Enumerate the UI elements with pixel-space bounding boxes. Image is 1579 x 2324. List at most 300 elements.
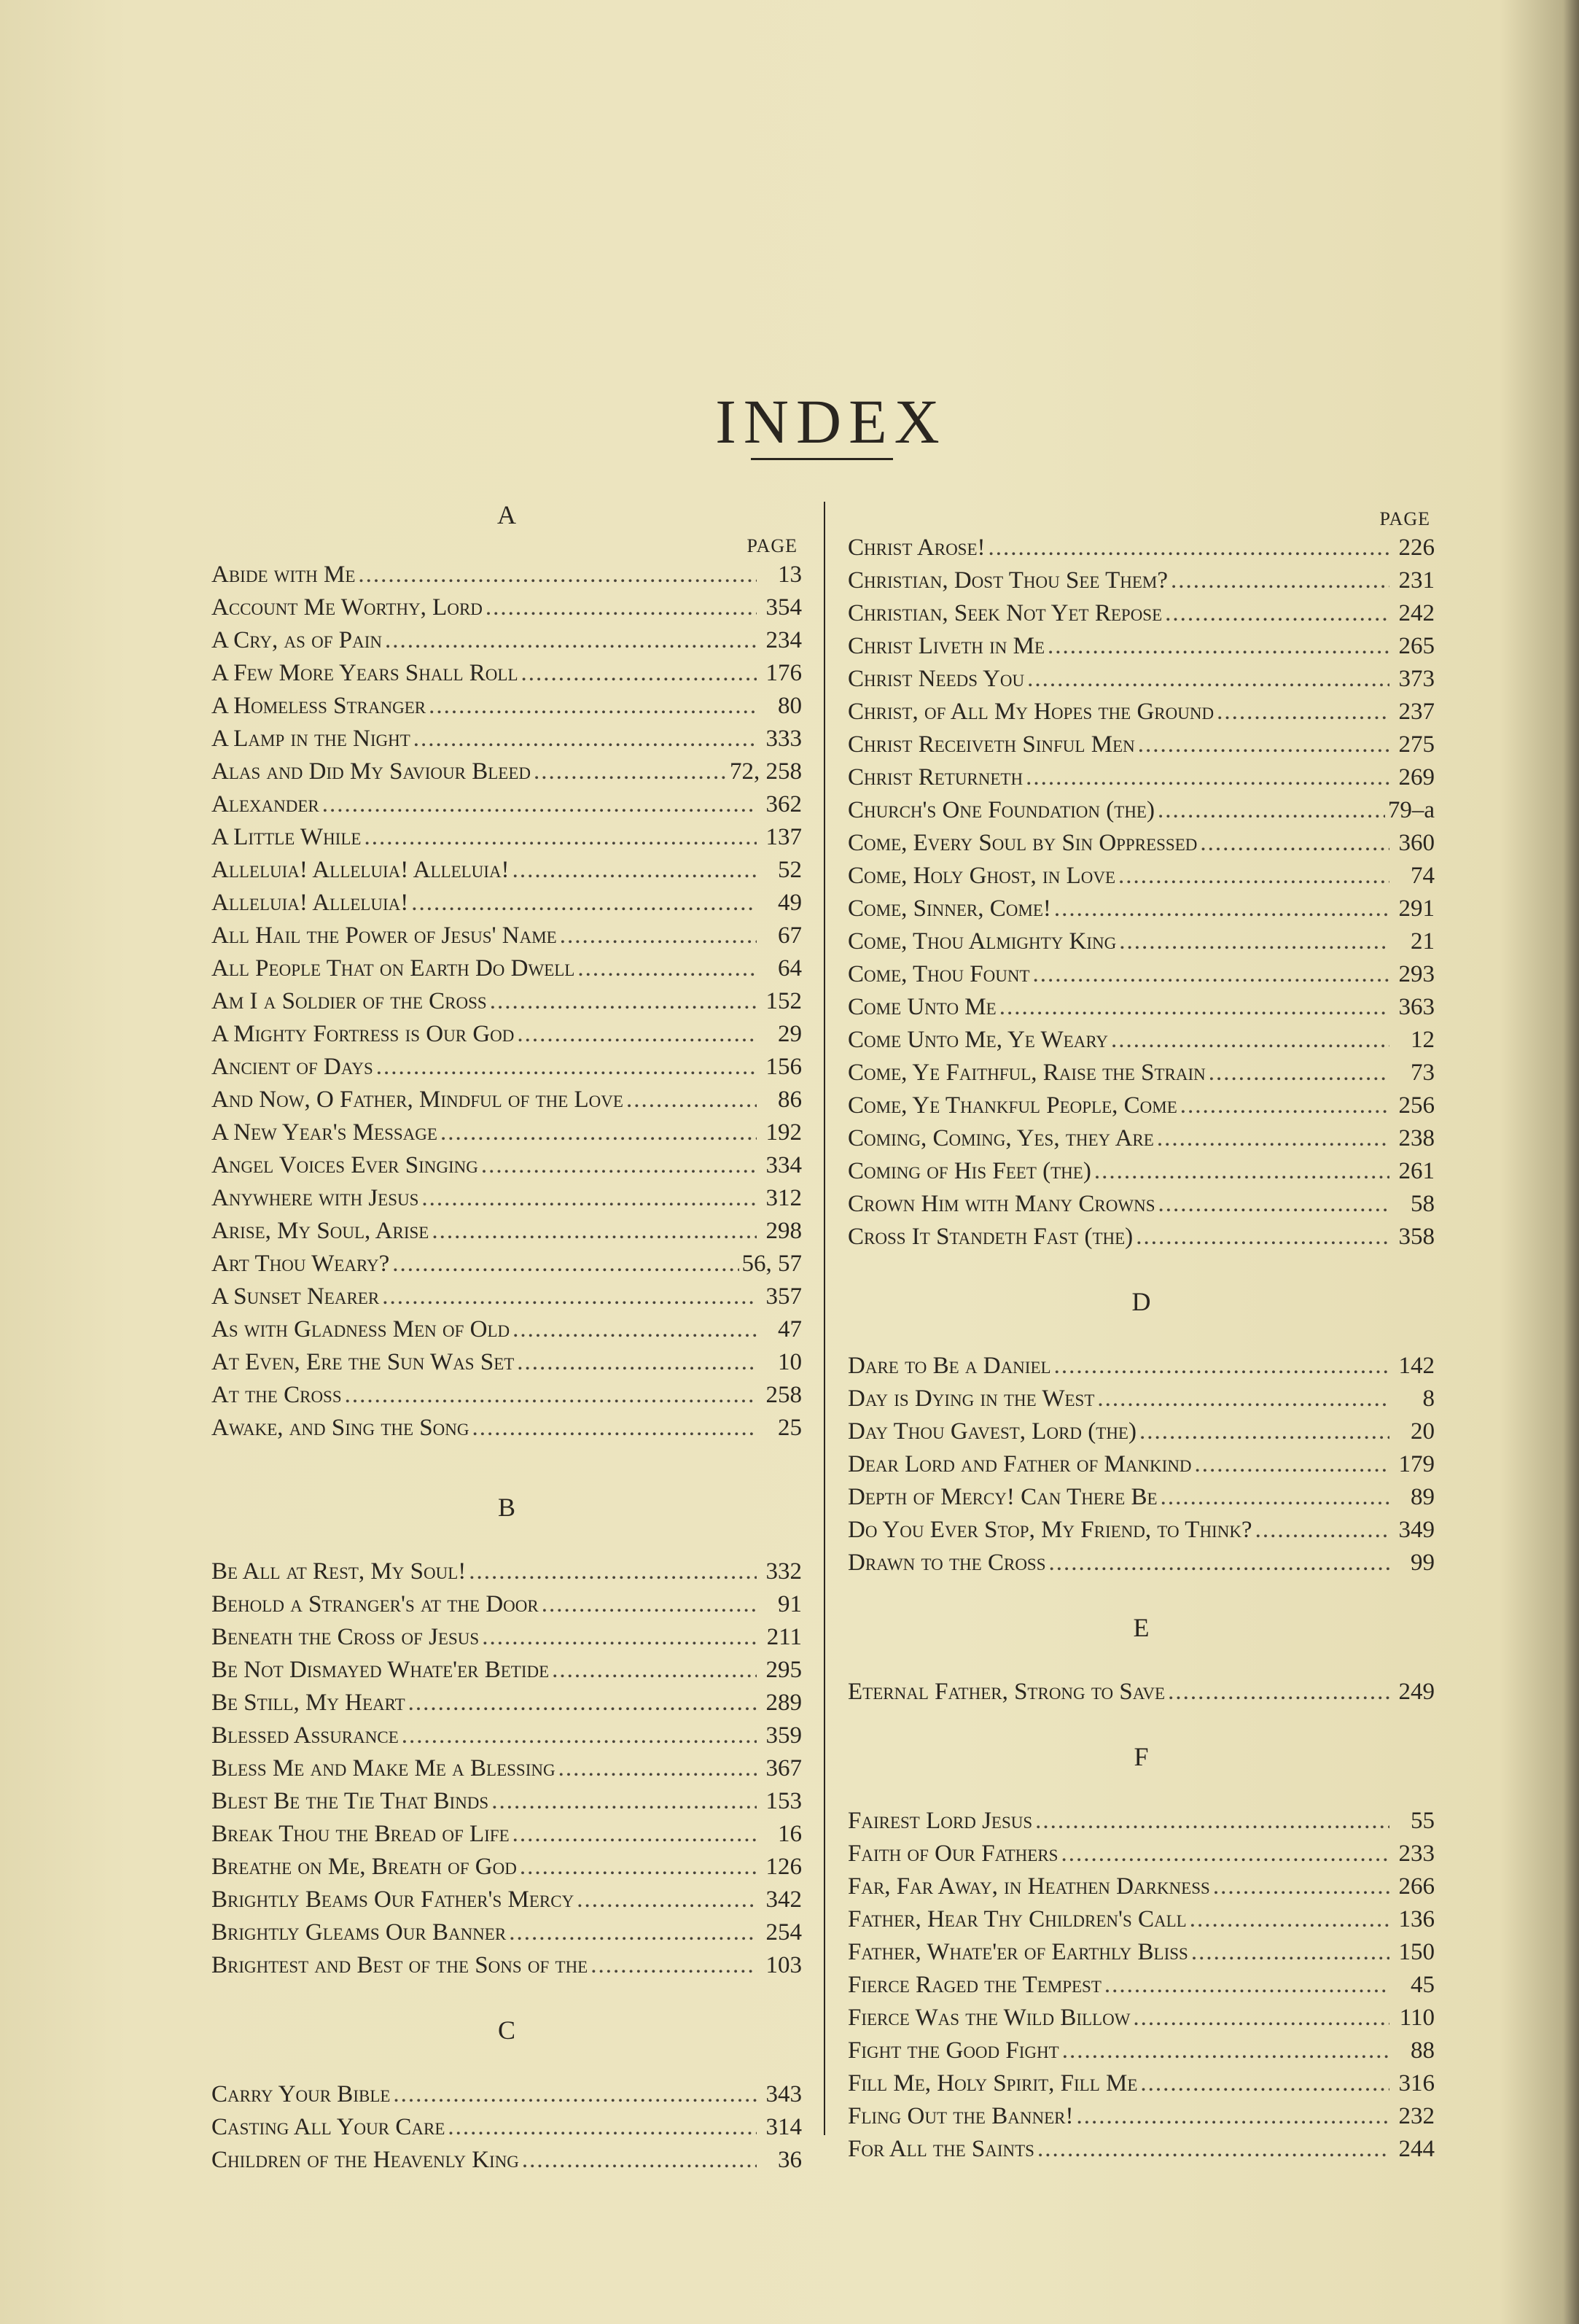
index-entry — [211, 1215, 802, 1248]
page-title: INDEX — [715, 386, 947, 456]
page-number: 8 — [1422, 1386, 1435, 1412]
index-entry — [211, 952, 802, 985]
index-entry — [848, 1969, 1435, 2002]
hymn-title: Dare to Be a Daniel — [848, 1353, 1051, 1379]
index-entry — [211, 1051, 802, 1084]
hymn-title: Far, Far Away, in Heathen Darkness — [848, 1873, 1210, 1900]
dot-leader — [1191, 1936, 1389, 1969]
index-entry — [848, 1383, 1435, 1415]
column-divider — [824, 502, 825, 2135]
hymn-title: Drawn to the Cross — [848, 1550, 1046, 1576]
index-entry — [848, 958, 1435, 991]
hymn-title: Brightest and Best of the Sons of the — [211, 1952, 588, 1978]
dot-leader — [577, 952, 757, 985]
page-number: 349 — [1398, 1517, 1435, 1543]
index-entry — [848, 1676, 1435, 1709]
index-entry — [848, 1221, 1435, 1254]
hymn-title: A Few More Years Shall Roll — [211, 660, 518, 686]
dot-leader — [1133, 2002, 1389, 2035]
hymn-title: Brightly Beams Our Father's Mercy — [211, 1886, 574, 1913]
index-entry — [211, 1916, 802, 1949]
index-entry — [848, 1870, 1435, 1903]
page-number: 16 — [778, 1821, 802, 1847]
dot-leader — [999, 991, 1389, 1024]
index-entry — [848, 1122, 1435, 1155]
page-number: 52 — [778, 857, 802, 883]
section-c-list — [211, 2078, 802, 2177]
page-column-header: PAGE — [1379, 508, 1430, 529]
section-a-list — [211, 559, 802, 1445]
dot-leader — [626, 1084, 757, 1116]
section-e-list — [848, 1676, 1435, 1709]
index-entry — [211, 1313, 802, 1346]
index-entry — [211, 1687, 802, 1719]
index-entry — [848, 2067, 1435, 2100]
dot-leader — [1255, 1514, 1389, 1547]
dot-leader — [560, 920, 757, 952]
page-number: 238 — [1398, 1125, 1435, 1151]
hymn-title: Alas and Did My Saviour Bleed — [211, 758, 531, 785]
index-entry — [211, 2144, 802, 2177]
hymn-title: Ancient of Days — [211, 1054, 373, 1080]
page-number: 12 — [1411, 1027, 1435, 1053]
dot-leader — [1165, 597, 1389, 630]
section-letter-f: F — [1134, 1742, 1149, 1771]
page-number: 231 — [1398, 567, 1435, 594]
hymn-title: A Little While — [211, 824, 362, 850]
index-entry — [211, 1248, 802, 1280]
section-d-list — [848, 1350, 1435, 1579]
index-entry — [848, 794, 1435, 827]
index-entry — [211, 1412, 802, 1445]
page-number: 265 — [1398, 633, 1435, 659]
page-number: 88 — [1411, 2037, 1435, 2064]
dot-leader — [1138, 728, 1389, 761]
page-number: 343 — [765, 2081, 802, 2107]
hymn-title: A Mighty Fortress is Our God — [211, 1021, 515, 1047]
page-number: 362 — [765, 791, 802, 817]
page-number: 79–a — [1387, 797, 1435, 823]
page-number: 73 — [1411, 1060, 1435, 1086]
page-number: 363 — [1398, 994, 1435, 1020]
hymn-title: Cross It Standeth Fast (the) — [848, 1224, 1134, 1250]
dot-leader — [517, 1346, 757, 1379]
index-entry — [211, 1182, 802, 1215]
index-entry — [848, 663, 1435, 696]
section-f-list — [848, 1805, 1435, 2166]
hymn-title: As with Gladness Men of Old — [211, 1316, 510, 1342]
index-entry — [848, 1415, 1435, 1448]
page-number: 360 — [1398, 830, 1435, 856]
hymn-title: Come, Ye Thankful People, Come — [848, 1092, 1177, 1119]
page-number: 192 — [765, 1119, 802, 1146]
dot-leader — [512, 1313, 757, 1346]
hymn-title: Christ, of All My Hopes the Ground — [848, 699, 1215, 725]
index-entry — [211, 821, 802, 854]
index-entry — [848, 696, 1435, 728]
page-number: 256 — [1398, 1092, 1435, 1119]
dot-leader — [1062, 2035, 1389, 2067]
section-c-continued-list — [848, 532, 1435, 1254]
dot-leader — [1161, 1481, 1389, 1514]
dot-leader — [1168, 1676, 1389, 1709]
index-entry — [848, 1448, 1435, 1481]
page-number: 153 — [765, 1788, 802, 1814]
dot-leader — [385, 624, 757, 657]
dot-leader — [440, 1116, 757, 1149]
index-entry — [211, 1654, 802, 1687]
hymn-title: At Even, Ere the Sun Was Set — [211, 1349, 515, 1375]
dot-leader — [392, 1248, 738, 1280]
page-number: 233 — [1398, 1841, 1435, 1867]
page-number: 358 — [1398, 1224, 1435, 1250]
section-letter-b: B — [497, 1493, 515, 1522]
index-entry — [848, 1547, 1435, 1579]
index-entry — [848, 1936, 1435, 1969]
index-entry — [848, 1155, 1435, 1188]
index-entry — [211, 1018, 802, 1051]
hymn-title: Come, Ye Faithful, Raise the Strain — [848, 1060, 1206, 1086]
index-entry — [211, 854, 802, 887]
page-number: 211 — [766, 1624, 802, 1650]
dot-leader — [1026, 761, 1389, 794]
hymn-title: Angel Voices Ever Singing — [211, 1152, 478, 1178]
index-entry — [211, 920, 802, 952]
page-number: 354 — [765, 594, 802, 621]
dot-leader — [1217, 696, 1389, 728]
dot-leader — [1195, 1448, 1389, 1481]
hymn-title: Christ Returneth — [848, 764, 1024, 790]
dot-leader — [1111, 1024, 1389, 1057]
index-entry — [211, 624, 802, 657]
page-number: 10 — [778, 1349, 802, 1375]
dot-leader — [448, 2111, 757, 2144]
index-entry — [848, 1514, 1435, 1547]
hymn-title: Alleluia! Alleluia! — [211, 890, 409, 916]
page-number: 126 — [765, 1854, 802, 1880]
hymn-title: Do You Ever Stop, My Friend, to Think? — [848, 1517, 1252, 1543]
dot-leader — [1213, 1870, 1389, 1903]
dot-leader — [432, 1215, 757, 1248]
dot-leader — [1049, 1547, 1389, 1579]
hymn-title: Awake, and Sing the Song — [211, 1415, 469, 1441]
hymn-title: Dear Lord and Father of Mankind — [848, 1451, 1192, 1477]
index-entry — [211, 657, 802, 690]
page-number: 36 — [778, 2147, 802, 2173]
page-number: 58 — [1411, 1191, 1435, 1217]
index-entry — [211, 1785, 802, 1818]
dot-leader — [1158, 1188, 1390, 1221]
dot-leader — [577, 1884, 757, 1916]
hymn-title: Breathe on Me, Breath of God — [211, 1854, 517, 1880]
hymn-title: Fierce Raged the Tempest — [848, 1972, 1102, 1998]
dot-leader — [1037, 2133, 1389, 2166]
index-entry — [211, 1379, 802, 1412]
index-entry — [848, 1805, 1435, 1838]
hymn-title: A Sunset Nearer — [211, 1283, 380, 1310]
page-number: 20 — [1411, 1418, 1435, 1445]
page-number: 55 — [1411, 1808, 1435, 1834]
dot-leader — [382, 1280, 757, 1313]
index-entry — [848, 1089, 1435, 1122]
section-b-list — [211, 1555, 802, 1982]
index-entry — [848, 827, 1435, 860]
page-number: 269 — [1398, 764, 1435, 790]
page-number: 74 — [1411, 863, 1435, 889]
hymn-title: Come, Thou Fount — [848, 961, 1030, 987]
dot-leader — [413, 723, 757, 755]
dot-leader — [1054, 1350, 1389, 1383]
index-entry — [211, 2078, 802, 2111]
index-entry — [848, 597, 1435, 630]
page-number: 136 — [1398, 1906, 1435, 1932]
page-number: 333 — [765, 726, 802, 752]
hymn-title: Come, Sinner, Come! — [848, 895, 1051, 922]
hymn-title: A Homeless Stranger — [211, 693, 426, 719]
page-number: 110 — [1399, 2005, 1435, 2031]
index-entry — [848, 1481, 1435, 1514]
dot-leader — [364, 821, 757, 854]
index-entry — [211, 985, 802, 1018]
dot-leader — [376, 1051, 757, 1084]
dot-leader — [1190, 1903, 1389, 1936]
hymn-title: Bless Me and Make Me a Blessing — [211, 1755, 555, 1781]
page-number: 152 — [765, 988, 802, 1014]
hymn-title: A Lamp in the Night — [211, 726, 410, 752]
index-entry — [848, 2100, 1435, 2133]
page-number: 314 — [765, 2114, 802, 2140]
hymn-title: A New Year's Message — [211, 1119, 437, 1146]
index-entry — [211, 1851, 802, 1884]
index-entry — [848, 1350, 1435, 1383]
dot-leader — [512, 854, 757, 887]
page-number: 45 — [1411, 1972, 1435, 1998]
dot-leader — [1035, 1805, 1389, 1838]
left-column — [211, 496, 802, 2177]
dot-leader — [411, 887, 757, 920]
dot-leader — [358, 559, 757, 591]
dot-leader — [1157, 1122, 1389, 1155]
index-entry — [211, 723, 802, 755]
dot-leader — [491, 1785, 757, 1818]
index-entry — [211, 1280, 802, 1313]
index-entry — [211, 755, 802, 788]
hymn-title: Children of the Heavenly King — [211, 2147, 519, 2173]
page-number: 232 — [1398, 2103, 1435, 2129]
hymn-title: Christ Receiveth Sinful Men — [848, 731, 1135, 758]
index-entry — [848, 1188, 1435, 1221]
index-entry — [848, 630, 1435, 663]
dot-leader — [1104, 1969, 1389, 2002]
section-letter-d: D — [1131, 1287, 1151, 1316]
page-number: 21 — [1411, 928, 1435, 955]
section-letter-a: A — [497, 500, 516, 529]
page-number: 89 — [1411, 1484, 1435, 1510]
hymn-title: Eternal Father, Strong to Save — [848, 1679, 1166, 1705]
index-entry — [211, 1621, 802, 1654]
hymn-title: Come, Every Soul by Sin Oppressed — [848, 830, 1198, 856]
page-number: 179 — [1398, 1451, 1435, 1477]
index-entry — [848, 2002, 1435, 2035]
hymn-title: Coming, Coming, Yes, they Are — [848, 1125, 1154, 1151]
hymn-title: Fill Me, Holy Spirit, Fill Me — [848, 2070, 1138, 2096]
index-entry — [211, 591, 802, 624]
hymn-title: Anywhere with Jesus — [211, 1185, 419, 1211]
dot-leader — [522, 2144, 757, 2177]
page-number: 226 — [1398, 535, 1435, 561]
page-number: 142 — [1398, 1353, 1435, 1379]
page-number: 332 — [765, 1558, 802, 1585]
dot-leader — [512, 1818, 757, 1851]
page-number: 249 — [1398, 1679, 1435, 1705]
page-number: 291 — [1398, 895, 1435, 922]
dot-leader — [517, 1018, 757, 1051]
page-number: 295 — [765, 1657, 802, 1683]
page-number: 29 — [778, 1021, 802, 1047]
dot-leader — [1180, 1089, 1389, 1122]
index-entry — [848, 761, 1435, 794]
hymn-title: And Now, O Father, Mindful of the Love — [211, 1087, 623, 1113]
page-number: 72, 258 — [730, 758, 802, 785]
index-entry — [211, 1752, 802, 1785]
index-entry — [211, 1818, 802, 1851]
hymn-title: Behold a Stranger's at the Door — [211, 1591, 539, 1617]
dot-leader — [1094, 1155, 1389, 1188]
index-entry — [848, 2133, 1435, 2166]
dot-leader — [542, 1588, 757, 1621]
page-number: 176 — [765, 660, 802, 686]
hymn-title: Be Not Dismayed Whate'er Betide — [211, 1657, 550, 1683]
hymn-title: Blest Be the Tie That Binds — [211, 1788, 489, 1814]
hymn-title: Beneath the Cross of Jesus — [211, 1624, 480, 1650]
page-number: 56, 57 — [741, 1251, 802, 1277]
dot-leader — [520, 1851, 757, 1884]
index-entry — [848, 893, 1435, 925]
dot-leader — [521, 657, 757, 690]
page-number: 49 — [778, 890, 802, 916]
dot-leader — [1209, 1057, 1389, 1089]
hymn-title: Abide with Me — [211, 561, 356, 588]
dot-leader — [1027, 663, 1389, 696]
index-entry — [848, 532, 1435, 564]
hymn-title: A Cry, as of Pain — [211, 627, 382, 653]
dot-leader — [1097, 1383, 1389, 1415]
page-number: 13 — [778, 561, 802, 588]
hymn-title: Depth of Mercy! Can There Be — [848, 1484, 1158, 1510]
dot-leader — [481, 1149, 757, 1182]
hymn-title: Crown Him with Many Crowns — [848, 1191, 1155, 1217]
dot-leader — [322, 788, 757, 821]
dot-leader — [558, 1752, 757, 1785]
dot-leader — [989, 532, 1389, 564]
page-number: 293 — [1398, 961, 1435, 987]
dot-leader — [393, 2078, 757, 2111]
dot-leader — [429, 690, 757, 723]
dot-leader — [1061, 1838, 1389, 1870]
page-number: 289 — [765, 1690, 802, 1716]
index-entry — [211, 1555, 802, 1588]
page-number: 254 — [765, 1919, 802, 1946]
dot-leader — [1200, 827, 1389, 860]
index-entry — [848, 1057, 1435, 1089]
page-number: 242 — [1398, 600, 1435, 626]
dot-leader — [1076, 2100, 1389, 2133]
page-number: 357 — [765, 1283, 802, 1310]
hymn-title: Faith of Our Fathers — [848, 1841, 1058, 1867]
dot-leader — [482, 1621, 757, 1654]
index-entry — [211, 1084, 802, 1116]
hymn-title: Come, Thou Almighty King — [848, 928, 1117, 955]
dot-leader — [1136, 1221, 1389, 1254]
page-number: 359 — [765, 1722, 802, 1749]
hymn-title: Fling Out the Banner! — [848, 2103, 1074, 2129]
hymn-title: Christ Needs You — [848, 666, 1025, 692]
index-entry — [211, 1588, 802, 1621]
page-number: 64 — [778, 955, 802, 982]
dot-leader — [421, 1182, 757, 1215]
hymn-title: For All the Saints — [848, 2136, 1034, 2162]
index-entry — [211, 559, 802, 591]
section-letter-c: C — [497, 2016, 515, 2045]
dot-leader — [1033, 958, 1390, 991]
hymn-title: Come Unto Me, Ye Weary — [848, 1027, 1108, 1053]
index-entry — [211, 887, 802, 920]
page-number: 91 — [778, 1591, 802, 1617]
index-entry — [211, 1884, 802, 1916]
dot-leader — [345, 1379, 757, 1412]
hymn-title: Am I a Soldier of the Cross — [211, 988, 487, 1014]
hymn-title: Coming of His Feet (the) — [848, 1158, 1091, 1184]
page-number: 298 — [765, 1218, 802, 1244]
hymn-title: Art Thou Weary? — [211, 1251, 390, 1277]
hymn-title: Carry Your Bible — [211, 2081, 391, 2107]
dot-leader — [402, 1719, 757, 1752]
section-letter-e: E — [1133, 1613, 1150, 1642]
dot-leader — [472, 1412, 757, 1445]
hymn-title: Be Still, My Heart — [211, 1690, 405, 1716]
hymn-title: Day Thou Gavest, Lord (the) — [848, 1418, 1137, 1445]
page-number: 137 — [765, 824, 802, 850]
index-entry — [848, 925, 1435, 958]
index-entry — [848, 2035, 1435, 2067]
index-entry — [848, 860, 1435, 893]
page-number: 25 — [778, 1415, 802, 1441]
index-entry — [211, 1949, 802, 1982]
right-column — [848, 507, 1435, 2166]
index-entry — [848, 991, 1435, 1024]
page-number: 261 — [1398, 1158, 1435, 1184]
hymn-title: Alleluia! Alleluia! Alleluia! — [211, 857, 510, 883]
index-entry — [848, 1024, 1435, 1057]
page-number: 275 — [1398, 731, 1435, 758]
dot-leader — [469, 1555, 757, 1588]
hymn-title: Fairest Lord Jesus — [848, 1808, 1033, 1834]
hymn-title: Come Unto Me — [848, 994, 997, 1020]
dot-leader — [1171, 564, 1389, 597]
dot-leader — [490, 985, 757, 1018]
page-number: 99 — [1411, 1550, 1435, 1576]
page-number: 156 — [765, 1054, 802, 1080]
dot-leader — [486, 591, 757, 624]
dot-leader — [408, 1687, 757, 1719]
hymn-title: All People That on Earth Do Dwell — [211, 955, 575, 982]
hymn-title: Account Me Worthy, Lord — [211, 594, 483, 621]
index-entry — [211, 788, 802, 821]
dot-leader — [509, 1916, 757, 1949]
page-number: 234 — [765, 627, 802, 653]
page-number: 80 — [778, 693, 802, 719]
hymn-title: Day is Dying in the West — [848, 1386, 1095, 1412]
